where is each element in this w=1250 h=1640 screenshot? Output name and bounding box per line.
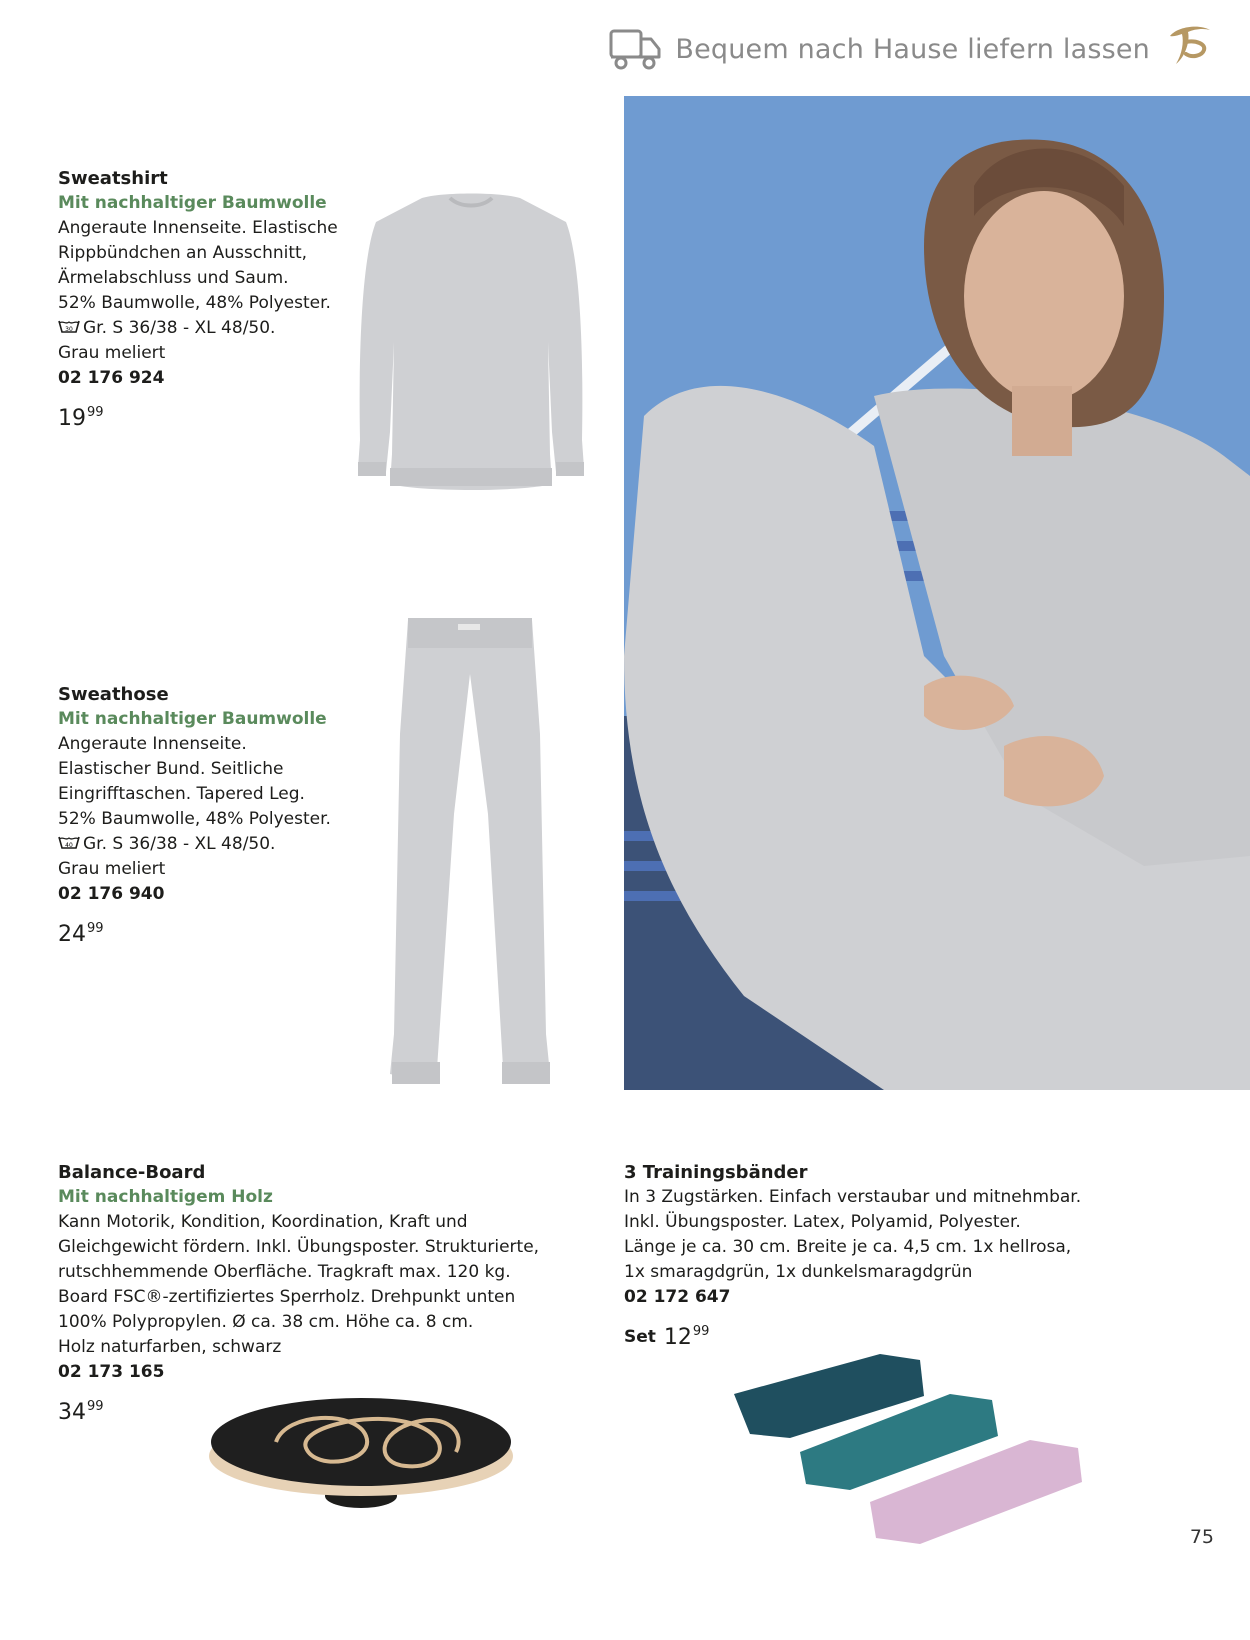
size-line: 30 Gr. S 36/38 - XL 48/50.: [58, 316, 358, 341]
truck-icon: [609, 27, 661, 71]
description-line: Inkl. Übungsposter. Latex, Polyamid, Polyester.: [624, 1212, 1021, 1232]
description-line: 52% Baumwolle, 48% Polyester.: [58, 809, 331, 829]
description-line: 52% Baumwolle, 48% Polyester.: [58, 293, 331, 313]
balance-board-info: [58, 1160, 578, 1427]
sweathose-image: [384, 614, 556, 1094]
description-line: 1x smaragdgrün, 1x dunkelsmaragdgrün: [624, 1262, 973, 1282]
description-line: Elastischer Bund. Seitliche: [58, 759, 284, 779]
description-line: Board FSC®-zertifiziertes Sperrholz. Drehpunkt unten: [58, 1287, 516, 1307]
product-title: Sweathose: [58, 684, 169, 705]
sweatshirt-info: [58, 166, 358, 433]
price-main: 12: [663, 1325, 692, 1350]
description-line: Angeraute Innenseite.: [58, 734, 247, 754]
sweathose-info: [58, 682, 358, 949]
color-line: Grau meliert: [58, 859, 166, 879]
price-label: Set: [624, 1327, 656, 1347]
product-title: Balance-Board: [58, 1162, 206, 1183]
trainingsbaender-info: [624, 1160, 1184, 1352]
description-line: Länge je ca. 30 cm. Breite je ca. 4,5 cm. 1x hellrosa,: [624, 1237, 1072, 1257]
price: [624, 1318, 1184, 1352]
sustainability-claim: Mit nachhaltiger Baumwolle: [58, 193, 327, 213]
sustainability-claim: Mit nachhaltigem Holz: [58, 1187, 273, 1207]
model-photo: [624, 96, 1250, 1090]
price-main: 19: [58, 406, 86, 431]
description-line: Kann Motorik, Kondition, Koordination, Kraft und: [58, 1212, 468, 1232]
svg-text:30: 30: [65, 326, 73, 333]
description-line: Ärmelabschluss und Saum.: [58, 268, 289, 288]
price: [58, 915, 358, 949]
article-number: 02 176 924: [58, 368, 165, 388]
page-number: 75: [1189, 1526, 1214, 1548]
svg-text:40: 40: [65, 842, 73, 849]
product-title: Sweatshirt: [58, 168, 168, 189]
price-cents: 99: [87, 405, 104, 420]
sweatshirt-image: [352, 192, 590, 504]
description-line: 100% Polypropylen. Ø ca. 38 cm. Höhe ca. 8 cm.: [58, 1312, 474, 1332]
description-line: Rippbündchen an Ausschnitt,: [58, 243, 308, 263]
product-title: 3 Trainingsbänder: [624, 1162, 808, 1183]
tchibo-logo-icon: [1164, 20, 1216, 68]
price-main: 34: [58, 1400, 86, 1425]
wash-30-icon: [58, 319, 80, 334]
price-cents: 99: [87, 1399, 104, 1414]
size-line: 40 Gr. S 36/38 - XL 48/50.: [58, 832, 358, 857]
price: [58, 399, 358, 433]
price-cents: 99: [87, 921, 104, 936]
article-number: 02 172 647: [624, 1287, 731, 1307]
delivery-banner: [609, 26, 1150, 72]
article-number: 02 176 940: [58, 884, 165, 904]
description-line: Eingrifftaschen. Tapered Leg.: [58, 784, 305, 804]
description-line: rutschhemmende Oberfläche. Tragkraft max. 120 kg.: [58, 1262, 511, 1282]
description-line: Angeraute Innenseite. Elastische: [58, 218, 338, 238]
description-line: In 3 Zugstärken. Einfach verstaubar und mitnehmbar.: [624, 1187, 1082, 1207]
description-line: Holz naturfarben, schwarz: [58, 1337, 282, 1357]
sustainability-claim: Mit nachhaltiger Baumwolle: [58, 709, 327, 729]
price-cents: 99: [692, 1324, 710, 1339]
price-main: 24: [58, 922, 86, 947]
wash-40-icon: [58, 835, 80, 850]
delivery-text: Bequem nach Hause liefern lassen: [675, 33, 1150, 65]
trainingsbaender-image: [730, 1350, 1090, 1546]
balance-board-image: [206, 1392, 516, 1516]
description-line: Gleichgewicht fördern. Inkl. Übungsposter. Strukturierte,: [58, 1237, 540, 1257]
article-number: 02 173 165: [58, 1362, 165, 1382]
color-line: Grau meliert: [58, 343, 166, 363]
